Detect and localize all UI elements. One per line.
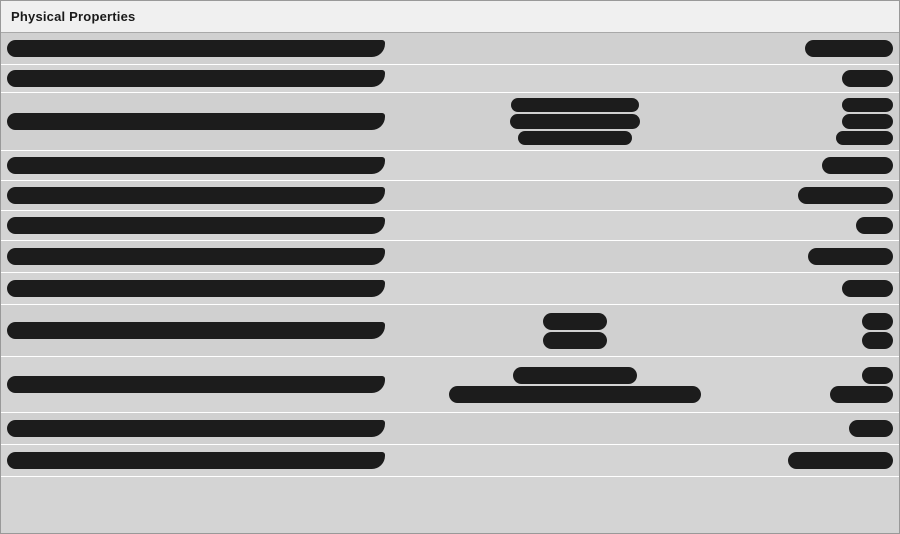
table-row: [1, 357, 899, 413]
property-cell: [1, 241, 391, 272]
condition-cell: [391, 305, 759, 356]
table-row: [1, 93, 899, 151]
condition-cell: [391, 181, 759, 210]
value-label: [798, 187, 893, 204]
table-row: [1, 65, 899, 93]
property-label: [7, 40, 385, 57]
value-label: [822, 157, 893, 174]
value-cell: [759, 151, 899, 180]
value-cell: [759, 93, 899, 150]
condition-label: [518, 131, 633, 145]
value-label: [836, 131, 894, 145]
property-cell: [1, 413, 391, 444]
table-row: [1, 241, 899, 273]
value-cell: [759, 181, 899, 210]
property-cell: [1, 211, 391, 240]
properties-table: [1, 33, 899, 477]
property-label: [7, 248, 385, 265]
condition-cell: [391, 445, 759, 476]
value-cell: [759, 445, 899, 476]
property-label: [7, 322, 385, 339]
condition-label: [511, 98, 639, 112]
property-cell: [1, 151, 391, 180]
value-label: [808, 248, 893, 265]
condition-cell: [391, 65, 759, 92]
condition-cell: [391, 413, 759, 444]
table-row: [1, 445, 899, 477]
value-label: [862, 332, 893, 349]
value-label: [842, 98, 893, 112]
condition-cell: [391, 33, 759, 64]
property-cell: [1, 445, 391, 476]
property-cell: [1, 273, 391, 304]
condition-label: [449, 386, 702, 403]
table-row: [1, 151, 899, 181]
value-cell: [759, 305, 899, 356]
condition-cell: [391, 151, 759, 180]
property-label: [7, 187, 385, 204]
table-row: [1, 211, 899, 241]
table-row: [1, 305, 899, 357]
property-cell: [1, 33, 391, 64]
value-cell: [759, 357, 899, 412]
value-label: [849, 420, 893, 437]
table-row: [1, 273, 899, 305]
condition-cell: [391, 211, 759, 240]
property-label: [7, 452, 385, 469]
condition-cell: [391, 357, 759, 412]
condition-cell: [391, 93, 759, 150]
condition-label: [510, 114, 640, 128]
page-title: Physical Properties: [11, 9, 136, 24]
table-row: [1, 33, 899, 65]
condition-label: [543, 332, 607, 349]
condition-cell: [391, 273, 759, 304]
value-label: [856, 217, 893, 234]
value-label: [862, 367, 893, 384]
property-label: [7, 217, 385, 234]
property-cell: [1, 305, 391, 356]
table-row: [1, 413, 899, 445]
value-cell: [759, 413, 899, 444]
value-cell: [759, 273, 899, 304]
condition-label: [543, 313, 607, 330]
property-label: [7, 157, 385, 174]
condition-cell: [391, 241, 759, 272]
property-label: [7, 113, 385, 130]
value-label: [862, 313, 893, 330]
value-label: [842, 280, 893, 297]
property-cell: [1, 181, 391, 210]
property-label: [7, 376, 385, 393]
panel-title-bar: [1, 1, 899, 33]
table-row: [1, 181, 899, 211]
value-cell: [759, 33, 899, 64]
value-label: [788, 452, 893, 469]
property-cell: [1, 357, 391, 412]
value-cell: [759, 65, 899, 92]
value-cell: [759, 211, 899, 240]
property-cell: [1, 93, 391, 150]
value-label: [842, 114, 893, 128]
value-label: [842, 70, 893, 87]
value-cell: [759, 241, 899, 272]
property-label: [7, 70, 385, 87]
value-label: [805, 40, 893, 57]
property-cell: [1, 65, 391, 92]
property-label: [7, 280, 385, 297]
value-label: [830, 386, 893, 403]
property-label: [7, 420, 385, 437]
condition-label: [513, 367, 637, 384]
